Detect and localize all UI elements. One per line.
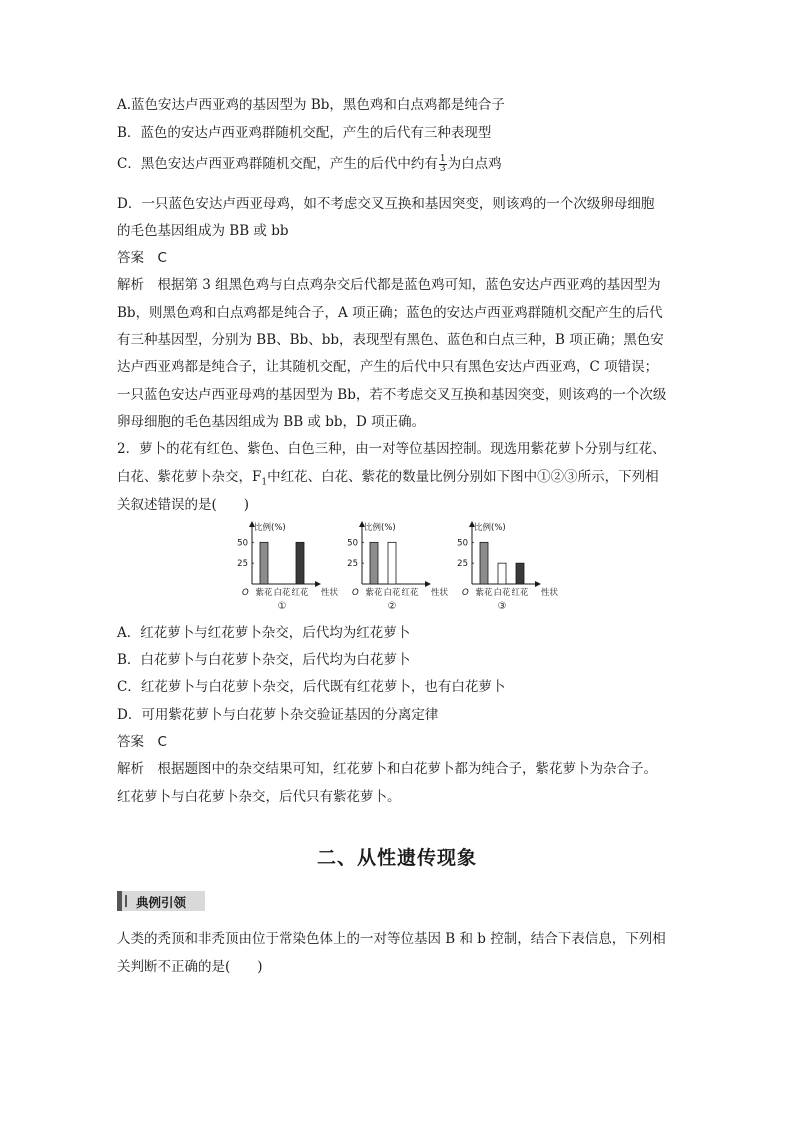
x-axis-label: 性状 xyxy=(541,588,559,598)
q2-option-b: B．白花萝卜与白花萝卜杂交，后代均为白花萝卜 xyxy=(117,652,411,668)
fraction-one-third xyxy=(439,155,447,174)
q2-stem-line1: 2．萝卜的花有红色、紫色、白色三种，由一对等位基因控制。现选用紫花萝卜分别与红花、 xyxy=(117,441,666,457)
q2-analysis-line1 xyxy=(117,760,657,778)
analysis-text: 根据第 3 组黑色鸡与白点鸡杂交后代都是蓝色鸡可知，蓝色安达卢西亚鸡的基因型为 xyxy=(157,277,661,293)
category-label: 红花 xyxy=(401,588,419,598)
answer-value: C xyxy=(157,734,167,750)
x-axis-arrow-icon xyxy=(535,581,541,587)
answer-label: 答案 xyxy=(117,734,144,750)
category-label: 紫花 xyxy=(365,588,383,598)
q1-option-c xyxy=(117,155,502,174)
x-axis-label: 性状 xyxy=(321,588,339,598)
category-label: 紫花 xyxy=(255,588,273,598)
x-axis-arrow-icon xyxy=(315,581,321,587)
badge-bar-icon xyxy=(125,895,130,907)
chart-caption: ① xyxy=(277,601,287,612)
q1-analysis-line2: Bb，则黑色鸡和白点鸡都是纯合子，A 项正确；蓝色的安达卢西亚鸡群随机交配产生的后代 xyxy=(117,305,663,321)
subscript-1: 1 xyxy=(261,477,268,488)
chart-caption: ③ xyxy=(497,601,507,612)
analysis-label: 解析 xyxy=(117,277,144,293)
q2-analysis-line2: 红花萝卜与白花萝卜杂交，后代只有紫花萝卜。 xyxy=(117,789,401,805)
chart-caption: ② xyxy=(387,601,397,612)
badge-label: 典例引领 xyxy=(136,895,187,910)
category-label: 白花 xyxy=(383,588,401,598)
category-label: 红花 xyxy=(511,588,529,598)
q1-option-d-line1: D．一只蓝色安达卢西亚母鸡，如不考虑交叉互换和基因突变，则该鸡的一个次级卵母细胞 xyxy=(117,196,655,212)
y-tick-label: 50 xyxy=(457,538,468,549)
q1-option-b: B．蓝色的安达卢西亚鸡群随机交配，产生的后代有三种表现型 xyxy=(117,125,492,141)
q2-option-d: D．可用紫花萝卜与白花萝卜杂交验证基因的分离定律 xyxy=(117,707,439,723)
y-axis-label: 比例(%) xyxy=(474,523,506,533)
y-tick-label: 25 xyxy=(457,559,468,570)
fraction-numerator: 1 xyxy=(439,154,446,164)
q2-answer xyxy=(117,733,167,751)
origin-label: O xyxy=(462,588,469,598)
fraction-denominator: 3 xyxy=(439,164,446,174)
example-badge xyxy=(117,891,205,911)
y-tick-label: 50 xyxy=(237,538,248,549)
q2-option-c: C．红花萝卜与白花萝卜杂交，后代既有红花萝卜，也有白花萝卜 xyxy=(117,679,506,695)
q1-analysis-line5: 一只蓝色安达卢西亚母鸡的基因型为 Bb，若不考虑交叉互换和基因突变，则该鸡的一个次级 xyxy=(117,387,667,403)
q1-analysis-line6: 卵母细胞的毛色基因组成为 BB 或 bb，D 项正确。 xyxy=(117,414,426,430)
q1-option-c-pre: C．黑色安达卢西亚鸡群随机交配，产生的后代中约有 xyxy=(117,156,438,172)
q1-analysis-line3: 有三种基因型，分别为 BB、Bb、bb，表现型有黑色、蓝色和白点三种，B 项正确；黑色安 xyxy=(117,332,664,348)
y-axis-label: 比例(%) xyxy=(364,523,396,533)
y-axis-label: 比例(%) xyxy=(254,523,286,533)
x-axis-label: 性状 xyxy=(431,588,449,598)
origin-label: O xyxy=(352,588,359,598)
q1-analysis-line4: 达卢西亚鸡都是纯合子，让其随机交配，产生的后代中只有黑色安达卢西亚鸡，C 项错误； xyxy=(117,359,659,375)
q1-answer xyxy=(117,249,167,267)
bar xyxy=(480,542,488,584)
bar xyxy=(516,563,524,584)
q3-stem-line2: 关判断不正确的是( ) xyxy=(117,959,263,975)
y-tick-label: 25 xyxy=(237,559,248,570)
category-label: 白花 xyxy=(273,588,291,598)
bar xyxy=(296,542,304,584)
q2-stem-line2a: 白花、紫花萝卜杂交，F xyxy=(117,469,262,485)
q2-option-a: A．红花萝卜与红花萝卜杂交，后代均为红花萝卜 xyxy=(117,625,411,641)
q2-stem-line2b: 中红花、白花、紫花的数量比例分别如下图中①②③所示，下列相 xyxy=(267,469,659,485)
bar xyxy=(370,542,378,584)
answer-value: C xyxy=(157,250,167,266)
bar xyxy=(388,542,396,584)
x-axis-arrow-icon xyxy=(425,581,431,587)
bar-charts-figure xyxy=(230,518,570,618)
y-tick-label: 50 xyxy=(347,538,358,549)
q1-option-a: A.蓝色安达卢西亚鸡的基因型为 Bb，黑色鸡和白点鸡都是纯合子 xyxy=(117,97,505,113)
q2-stem-line3: 关叙述错误的是( ) xyxy=(117,497,250,513)
analysis-label: 解析 xyxy=(117,761,144,777)
bar xyxy=(498,563,506,584)
y-tick-label: 25 xyxy=(347,559,358,570)
q1-analysis-line1 xyxy=(117,276,661,294)
section-title: 二、从性遗传现象 xyxy=(316,847,477,869)
category-label: 白花 xyxy=(493,588,511,598)
q1-option-c-post: 为白点鸡 xyxy=(447,156,502,172)
category-label: 红花 xyxy=(291,588,309,598)
category-label: 紫花 xyxy=(475,588,493,598)
q1-option-d-line2: 的毛色基因组成为 BB 或 bb xyxy=(117,223,289,239)
origin-label: O xyxy=(242,588,249,598)
analysis-text: 根据题图中的杂交结果可知，红花萝卜和白花萝卜都为纯合子，紫花萝卜为杂合子。 xyxy=(157,761,657,777)
q3-stem-line1: 人类的秃顶和非秃顶由位于常染色体上的一对等位基因 B 和 b 控制，结合下表信息，下列相 xyxy=(117,931,666,947)
q2-stem-line2 xyxy=(117,468,659,492)
answer-label: 答案 xyxy=(117,250,144,266)
bar xyxy=(260,542,268,584)
